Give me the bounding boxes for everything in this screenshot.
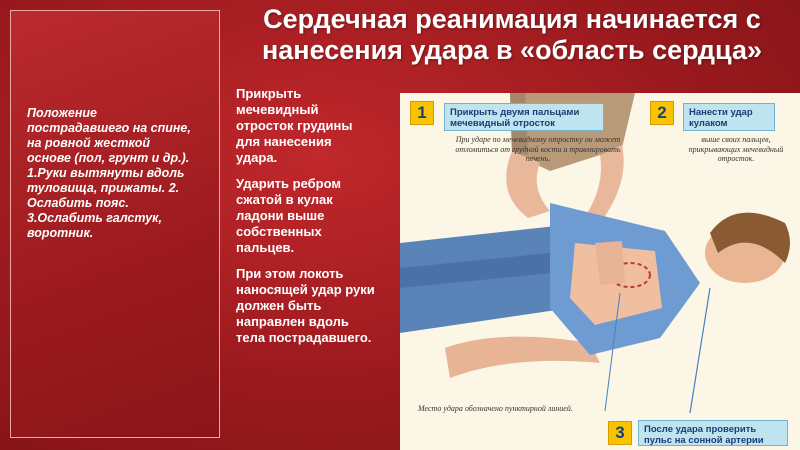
- instruction-paragraph-2: Ударить ребром сжатой в кулак ладони выше собственных пальцев.: [236, 176, 342, 255]
- impact-location-note: Место удара обозначено пунктирной линией.: [418, 404, 573, 413]
- step-2-note: выше своих пальцев, прикрывающих мечевидный отросток.: [688, 135, 784, 163]
- slide-title: Сердечная реанимация начинается с нанесения удара в «область сердца»: [261, 4, 763, 65]
- step-1-note: При ударе по мечевидному отростку он может отломиться от грудной кости и травмировать печень.: [455, 135, 621, 163]
- instruction-paragraph-3: При этом локоть наносящей удар руки должен быть направлен вдоль тела пострадавшего.: [236, 266, 375, 345]
- step-3-caption: После удара проверить пульс на сонной артерии: [638, 420, 788, 446]
- left-info-panel: [10, 10, 220, 438]
- instruction-paragraph-1: Прикрыть мечевидный отросток грудины для нанесения удара.: [236, 86, 353, 165]
- cpr-illustration: [400, 93, 800, 450]
- step-1-caption: Прикрыть двумя пальцами мечевидный отросток: [444, 103, 604, 131]
- patient-position-text: Положение пострадавшего на спине, на ровной жесткой основе (пол, грунт и др.). 1.Руки вытянуты вдоль туловища, прижаты. 2. Ослабить пояс. 3.Ослабить галстук, воротник.: [27, 106, 191, 240]
- instruction-text: [236, 86, 376, 356]
- step-3-number: 3: [608, 421, 632, 445]
- step-1-number: 1: [410, 101, 434, 125]
- step-2-number: 2: [650, 101, 674, 125]
- step-2-caption: Нанести удар кулаком: [683, 103, 775, 131]
